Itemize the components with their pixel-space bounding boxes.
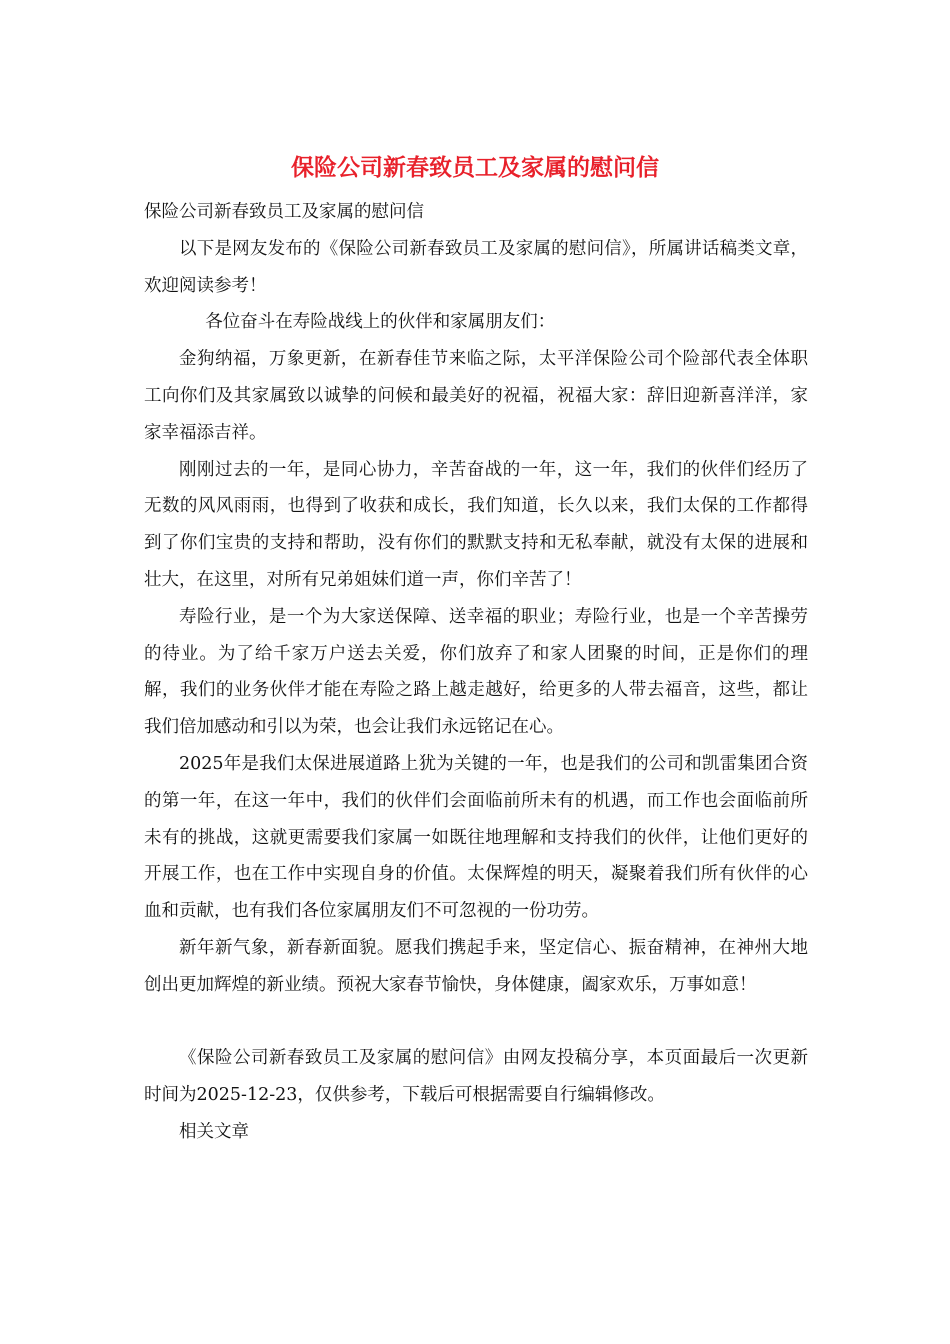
- greeting-line: 各位奋斗在寿险战线上的伙伴和家属朋友们：: [205, 312, 556, 333]
- footer-note: 《保险公司新春致员工及家属的慰问信》由网友投稿分享，本页面最后一次更新时间为2025-12-23，仅供参考，下载后可根据需要自行编辑修改。: [144, 1048, 808, 1106]
- body-paragraph-4: 2025年是我们太保进展道路上犹为关键的一年，也是我们的公司和凯雷集团合资的第一年，在这一年中，我们的伙伴们会面临前所未有的机遇，而工作也会面临前所未有的挑战，这就更需要我们家属一如既往地理解和支持我们的伙伴，让他们更好的开展工作，也在工作中实现自身的价值。太保辉煌的明天，凝聚着我们所有伙伴的心血和贡献，也有我们各位家属朋友们不可忽视的一份功劳。: [144, 753, 808, 922]
- blank-line: [144, 1004, 808, 1041]
- body-paragraph-5: 新年新气象，新春新面貌。愿我们携起手来，坚定信心、振奋精神，在神州大地创出更加辉煌的新业绩。预祝大家春节愉快，身体健康，阖家欢乐，万事如意！: [144, 937, 808, 995]
- document-body: [144, 194, 808, 1151]
- document-title: 保险公司新春致员工及家属的慰问信: [291, 154, 659, 181]
- body-paragraph-3: 寿险行业，是一个为大家送保障、送幸福的职业；寿险行业，也是一个辛苦操劳的待业。为了给千家万户送去关爱，你们放弃了和家人团聚的时间，正是你们的理解，我们的业务伙伴才能在寿险之路上越走越好，给更多的人带去福音，这些，都让我们倍加感动和引以为荣，也会让我们永远铭记在心。: [144, 606, 808, 738]
- document-subtitle: 保险公司新春致员工及家属的慰问信: [144, 202, 424, 222]
- related-articles-link[interactable]: 相关文章: [179, 1121, 249, 1142]
- intro-paragraph: 以下是网友发布的《保险公司新春致员工及家属的慰问信》，所属讲话稿类文章，欢迎阅读参考！: [144, 238, 808, 296]
- body-paragraph-1: 金狗纳福，万象更新，在新春佳节来临之际，太平洋保险公司个险部代表全体职工向你们及其家属致以诚挚的问候和最美好的祝福，祝福大家：辞旧迎新喜洋洋，家家幸福添吉祥。: [144, 349, 808, 443]
- body-paragraph-2: 刚刚过去的一年，是同心协力，辛苦奋战的一年，这一年，我们的伙伴们经历了无数的风风雨雨，也得到了收获和成长，我们知道，长久以来，我们太保的工作都得到了你们宝贵的支持和帮助，没有你们的默默支持和无私奉献，就没有太保的进展和壮大，在这里，对所有兄弟姐妹们道一声，你们辛苦了！: [144, 459, 808, 590]
